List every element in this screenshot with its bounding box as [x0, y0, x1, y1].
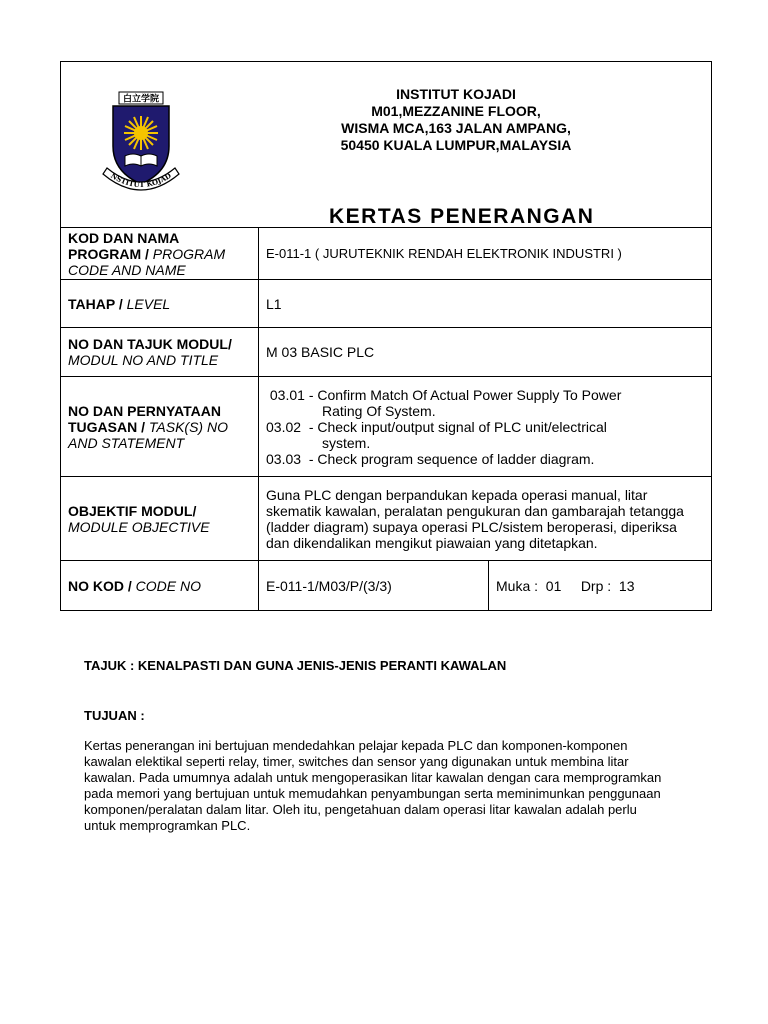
module-row — [61, 328, 712, 377]
paragraph-line: kawalan. Pada umumnya adalah untuk mengoperasikan litar kawalan dengan cara memprogramkan — [84, 770, 662, 785]
task-item: 03.03 - Check program sequence of ladder diagram. — [266, 450, 595, 467]
institute-logo-icon — [99, 88, 183, 200]
level-row — [61, 280, 712, 328]
module-value: M 03 BASIC PLC — [259, 328, 712, 377]
objective-row — [61, 477, 712, 561]
paragraph-line: komponen/peralatan dalam litar. Oleh itu, pengetahuan dalam operasi litar kawalan adalah perlu — [84, 802, 637, 817]
task-item: 03.02 - Check input/output signal of PLC unit/electrical — [266, 418, 607, 435]
institute-name: INSTITUT KOJADI — [396, 86, 516, 102]
task-item: 03.01 - Confirm Match Of Actual Power Supply To Power — [266, 386, 622, 403]
address-line-2: WISMA MCA,163 JALAN AMPANG, — [341, 120, 571, 136]
page-count: Muka : 01 Drp : 13 — [489, 561, 712, 611]
task-item-continuation: system. — [322, 434, 371, 451]
program-value: E-011-1 ( JURUTEKNIK RENDAH ELEKTRONIK INDUSTRI ) — [259, 228, 712, 280]
purpose-paragraph — [84, 738, 724, 834]
document-title: KERTAS PENERANGAN — [329, 205, 595, 228]
objective-label: OBJEKTIF MODUL/ MODULE OBJECTIVE — [61, 477, 259, 561]
level-value: L1 — [259, 280, 712, 328]
address-line-3: 50450 KUALA LUMPUR,MALAYSIA — [340, 137, 572, 153]
paragraph-line: pada memori yang bertujuan untuk memudahkan penyambungan serta meminimunkan penggunaan — [84, 786, 661, 801]
module-label: NO DAN TAJUK MODUL/ MODUL NO AND TITLE — [61, 328, 259, 377]
code-value: E-011-1/M03/P/(3/3) — [259, 561, 489, 611]
code-label: NO KOD / CODE NO — [61, 561, 259, 611]
purpose-heading: TUJUAN : — [84, 708, 145, 723]
task-item-continuation: Rating Of System. — [322, 402, 436, 419]
objective-value: Guna PLC dengan berpandukan kepada operasi manual, litar skematik kawalan, peralatan pengukuran dan gambarajah tetangga (ladder diagram) supaya operasi PLC/sistem beroperasi, diperiksa dan dikendalikan mengikut piawaian yang ditetapkan. — [259, 477, 712, 561]
level-label: TAHAP / LEVEL — [61, 280, 259, 328]
code-row — [61, 561, 712, 611]
paragraph-line: untuk memprogramkan PLC. — [84, 818, 251, 833]
program-row — [61, 228, 712, 280]
paragraph-line: kawalan elektikal seperti relay, timer, switches dan sensor yang digunakan untuk membina litar — [84, 754, 629, 769]
tasks-row — [61, 377, 712, 477]
institute-address-block — [301, 86, 611, 154]
paragraph-line: Kertas penerangan ini bertujuan mendedahkan pelajar kepada PLC dan komponen-komponen — [84, 738, 628, 753]
logo-top-text: 白立学院 — [122, 94, 160, 105]
logo-ribbon-text: NSTITUT KOJAD — [109, 170, 173, 190]
header-row — [61, 62, 712, 228]
tasks-label: NO DAN PERNYATAAN TUGASAN / TASK(S) NO AND STATEMENT — [61, 377, 259, 477]
program-label: KOD DAN NAMA PROGRAM / PROGRAM CODE AND NAME — [61, 228, 259, 280]
header-cell — [61, 62, 712, 228]
address-line-1: M01,MEZZANINE FLOOR, — [371, 103, 541, 119]
tasks-value — [259, 377, 712, 477]
document-info-table — [60, 61, 712, 611]
topic-heading: TAJUK : KENALPASTI DAN GUNA JENIS-JENIS PERANTI KAWALAN — [84, 658, 507, 673]
